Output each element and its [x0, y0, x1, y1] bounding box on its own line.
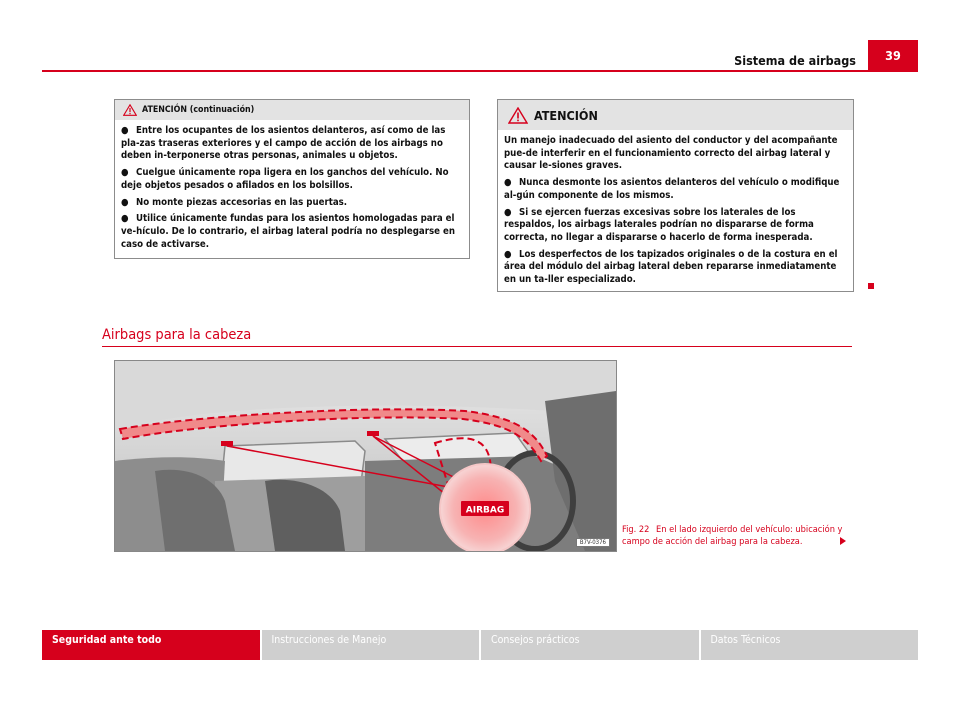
list-item: ● Utilice únicamente fundas para los asientos homologadas para el ve-hículo. De lo contrario, el airbag lateral podría no desplegarse en caso de activarse.	[121, 213, 456, 250]
tab-datos[interactable]: Datos Técnicos	[701, 630, 919, 660]
section-rule	[102, 346, 852, 347]
warning-box-header	[115, 100, 469, 120]
list-item: ● Cuelgue únicamente ropa ligera en los ganchos del vehículo. No deje objetos pesados o afilados en los bolsillos.	[121, 167, 449, 191]
figure-caption-text: En el lado izquierdo del vehículo: ubicación y campo de acción del airbag para la cabeza.	[622, 524, 843, 548]
list-item: ● Si se ejercen fuerzas excesivas sobre los laterales de los respaldos, los airbags laterales podrían no dispararse de forma correcta, no llegar a dispararse o hacerlo de forma inesperada.	[504, 206, 814, 243]
header-rule	[42, 70, 918, 72]
figure-caption-label: Fig. 22	[622, 524, 650, 535]
warning-box-title: ATENCIÓN	[534, 107, 598, 123]
tab-consejos[interactable]: Consejos prácticos	[481, 630, 699, 660]
figure-code: B7V-0376	[576, 538, 610, 547]
list-item: ● Entre los ocupantes de los asientos delanteros, así como de las pla-zas traseras exteriores y el campo de acción de los airbags no deben in-terponerse otras personas, animales u objetos.	[121, 125, 446, 162]
list-item: ● Nunca desmonte los asientos delanteros del vehículo o modifique al-gún componente de los mismos.	[504, 177, 840, 201]
chapter-navigation	[42, 630, 918, 660]
warning-box-continued	[114, 99, 470, 259]
running-header-title: Sistema de airbags	[734, 53, 856, 68]
list-item: ● No monte piezas accesorias en las puertas.	[121, 196, 348, 208]
warning-intro: Un manejo inadecuado del asiento del conductor y del acompañante pue-de interferir en el funcionamiento correcto del airbag lateral y causar le-siones graves.	[504, 135, 838, 172]
airbag-figure	[114, 360, 617, 552]
warning-box	[497, 99, 854, 292]
warning-box-header	[498, 100, 853, 130]
figure-caption	[622, 524, 862, 549]
section-end-marker	[868, 283, 874, 289]
tab-instrucciones[interactable]: Instrucciones de Manejo	[262, 630, 480, 660]
airbag-label: AIRBAG	[465, 505, 505, 516]
section-title: Airbags para la cabeza	[102, 327, 252, 343]
warning-triangle-icon	[508, 107, 528, 124]
warning-box-title: ATENCIÓN (continuación)	[142, 105, 255, 115]
warning-triangle-icon	[123, 104, 137, 116]
car-interior-illustration	[115, 361, 616, 551]
tab-seguridad[interactable]: Seguridad ante todo	[42, 630, 260, 660]
list-item: ● Los desperfectos de los tapizados originales o de la costura en el área del módulo del airbag lateral deben repararse inmediatamente en un ta-ller especializado.	[504, 248, 838, 286]
page-number: 39	[868, 40, 918, 70]
continue-arrow-icon	[840, 537, 846, 545]
